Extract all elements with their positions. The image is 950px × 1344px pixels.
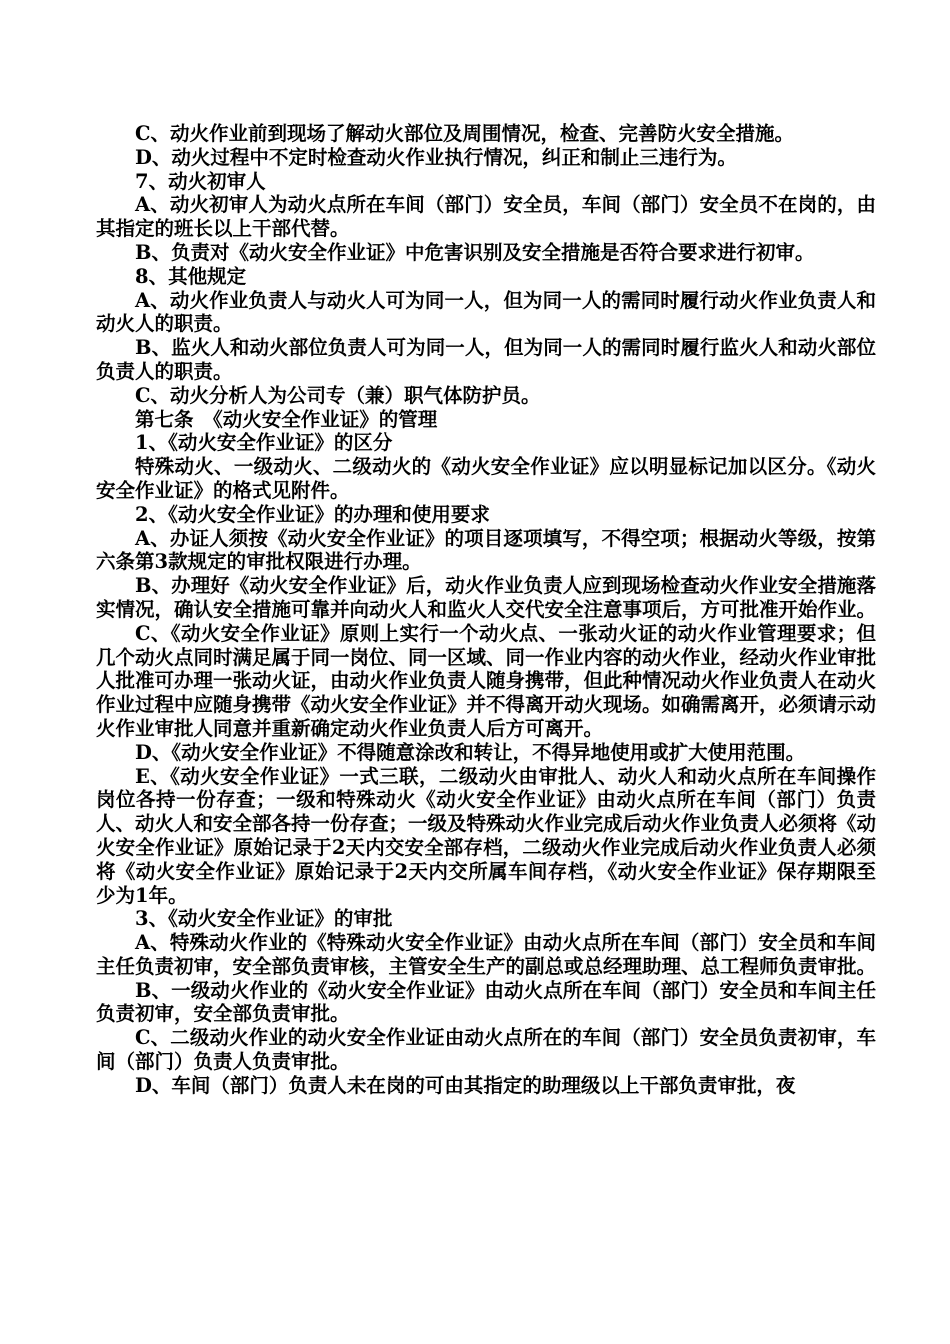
paragraph-distinction: 特殊动火、一级动火、二级动火的《动火安全作业证》应以明显标记加以区分。《动火安全作业证》的格式见附件。	[96, 455, 876, 502]
paragraph-a-initial-reviewer: A、动火初审人为动火点所在车间（部门）安全员，车间（部门）安全员不在岗的，由其指定的班长以上干部代替。	[96, 193, 876, 241]
section-heading-7: 7、动火初审人	[135, 169, 266, 193]
article-heading-7: 第七条 《动火安全作业证》的管理	[135, 407, 438, 431]
subheading-3-approval: 3、《动火安全作业证》的审批	[135, 907, 393, 931]
paragraph-b-level-one-approval: B、一级动火作业的《动火安全作业证》由动火点所在车间（部门）安全员和车间主任负责初审，安全部负责审批。	[96, 978, 876, 1026]
document-page	[96, 122, 876, 1098]
paragraph-d-no-alteration: D、《动火安全作业证》不得随意涂改和转让，不得异地使用或扩大使用范围。	[135, 740, 806, 764]
paragraph-b-after-issue: B、办理好《动火安全作业证》后，动火作业负责人应到现场检查动火作业安全措施落实情况，确认安全措施可靠并向动火人和监火人交代安全注意事项后，方可批准开始作业。	[96, 574, 877, 621]
paragraph-c-level-two-approval: C、二级动火作业的动火安全作业证由动火点所在的车间（部门）安全员负责初审，车间（部门）负责人负责审批。	[96, 1026, 876, 1074]
paragraph-d-periodic-inspection: D、动火过程中不定时检查动火作业执行情况，纠正和制止三违行为。	[135, 145, 737, 169]
paragraph-a-fill-form: A、办证人须按《动火安全作业证》的项目逐项填写，不得空项；根据动火等级，按第六条第3款规定的审批权限进行办理。	[96, 526, 876, 574]
paragraph-a-special-approval: A、特殊动火作业的《特殊动火安全作业证》由动火点所在车间（部门）安全员和车间主任负责初审，安全部负责审核，主管安全生产的副总或总经理助理、总工程师负责审批。	[96, 931, 877, 978]
paragraph-a-same-person: A、动火作业负责人与动火人可为同一人，但为同一人的需同时履行动火作业负责人和动火人的职责。	[96, 288, 876, 336]
paragraph-d-delegate-approval: D、车间（部门）负责人未在岗的可由其指定的助理级以上干部负责审批，夜	[135, 1073, 796, 1097]
paragraph-e-three-copies: E、《动火安全作业证》一式三联，二级动火由审批人、动火人和动火点所在车间操作岗位各持一份存查；一级和特殊动火《动火安全作业证》由动火点所在车间（部门）负责人、动火人和安全部各持一份存查；一级及特殊动火作业完成后动火作业负责人必须将《动火安全作业证》原始记录于2天内交安全部存档，二级动火作业完成后动火作业负责人必须将《动火安全作业证》原始记录于2天内交所属车间存档，《动火安全作业证》保存期限至少为1年。	[96, 764, 877, 907]
paragraph-c-on-site-check: C、动火作业前到现场了解动火部位及周围情况，检查、完善防火安全措施。	[135, 122, 795, 145]
paragraph-c-gas-analyst: C、动火分析人为公司专（兼）职气体防护员。	[135, 383, 541, 407]
section-heading-8: 8、其他规定	[135, 264, 247, 288]
subheading-1-distinction: 1、《动火安全作业证》的区分	[135, 431, 393, 455]
paragraph-b-initial-review-duty: B、负责对《动火安全作业证》中危害识别及安全措施是否符合要求进行初审。	[135, 240, 815, 264]
paragraph-c-one-point-one-permit: C、《动火安全作业证》原则上实行一个动火点、一张动火证的动火作业管理要求；但几个动火点同时满足属于同一岗位、同一区域、同一作业内容的动火作业，经动火作业审批人批准可办理一张动火证，由动火作业负责人随身携带，但此种情况动火作业负责人在动火作业过程中应随身携带《动火安全作业证》并不得离开动火现场。如确需离开，必须请示动火作业审批人同意并重新确定动火作业负责人后方可离开。	[96, 621, 877, 740]
paragraph-b-watcher-same-person: B、监火人和动火部位负责人可为同一人，但为同一人的需同时履行监火人和动火部位负责人的职责。	[96, 336, 876, 383]
subheading-2-handling: 2、《动火安全作业证》的办理和使用要求	[135, 502, 490, 526]
